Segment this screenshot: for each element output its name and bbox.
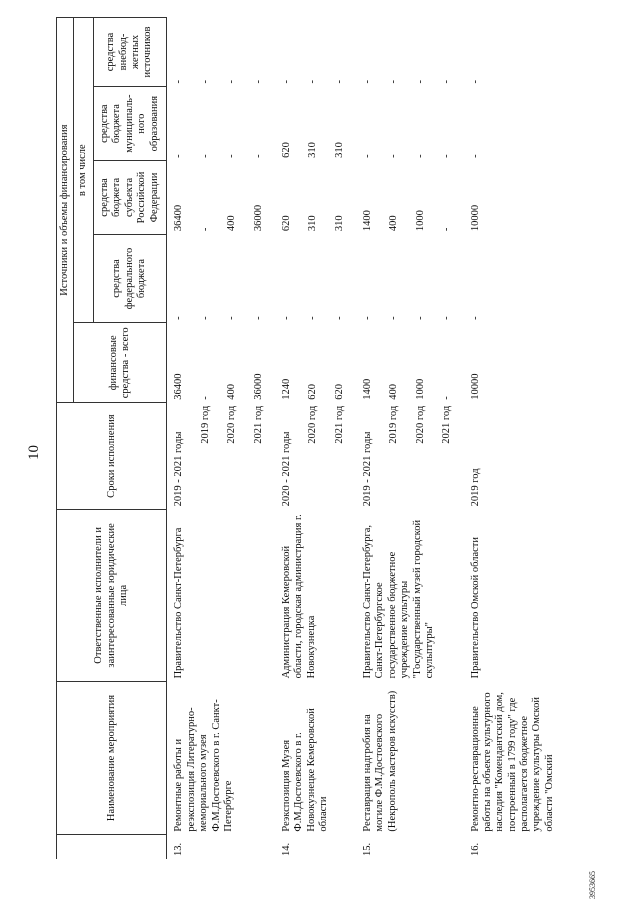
municipal-value: - bbox=[173, 154, 185, 158]
total-value: 36000 bbox=[252, 373, 264, 400]
total-value: 620 bbox=[307, 384, 319, 400]
federal-value: - bbox=[362, 316, 373, 320]
federal-value: - bbox=[414, 316, 426, 320]
municipal-value: 310 bbox=[307, 142, 319, 158]
row-number bbox=[403, 835, 429, 859]
term: 2019 год bbox=[388, 405, 400, 444]
subject-value: 400 bbox=[226, 215, 238, 232]
row-number: 13. bbox=[173, 842, 185, 856]
offbudget-value: - bbox=[333, 79, 345, 84]
term: 2019 год bbox=[469, 468, 481, 507]
subject-value: 620 bbox=[280, 215, 292, 232]
offbudget-value: - bbox=[414, 79, 426, 84]
total-value: 10000 bbox=[469, 373, 481, 400]
term: 2019 год bbox=[199, 405, 211, 444]
subject-value: 36400 bbox=[173, 204, 185, 232]
municipal-value: 620 bbox=[280, 142, 292, 158]
offbudget-value: - bbox=[441, 79, 453, 84]
municipal-value: - bbox=[226, 154, 238, 158]
subject-value: 310 bbox=[307, 215, 319, 232]
offbudget-value: - bbox=[469, 79, 481, 84]
executor: Администрация Кемеровской области, городская администрация г. Новокузнецка bbox=[280, 514, 317, 679]
subject-value: 310 bbox=[333, 215, 345, 232]
subject-header: средства бюджета субъекта Российской Федерации bbox=[93, 161, 167, 234]
table-row bbox=[456, 18, 559, 860]
executor: Правительство Санкт-Петербурга bbox=[173, 527, 185, 679]
federal-value: - bbox=[441, 316, 453, 320]
name-header: Наименование мероприятия bbox=[57, 681, 167, 834]
offbudget-value: - bbox=[307, 79, 319, 84]
term: 2019 - 2021 годы bbox=[362, 431, 373, 507]
municipal-header: средства бюджета муниципаль-ного образования bbox=[93, 86, 167, 160]
page-number: 10 bbox=[26, 445, 42, 460]
executor: Правительство Санкт-Петербурга, Санкт-Петербургское государственное бюджетное учреждение культуры "Государственный музей городской скульптуры" bbox=[362, 519, 435, 679]
term: 2021 год bbox=[252, 405, 264, 444]
subject-value: 400 bbox=[388, 215, 400, 232]
subject-value: 1000 bbox=[414, 210, 426, 232]
municipal-value: - bbox=[252, 154, 264, 158]
event-name: Ремонтно-реставрационные работы на объекте культурного наследия "Комендантский дом, построенный в 1799 году" где располагается бюджетное учреждение культуры Омской области "Омский bbox=[469, 692, 555, 832]
table-row bbox=[348, 18, 376, 860]
total-value: - bbox=[441, 396, 453, 400]
row-number bbox=[376, 835, 402, 859]
municipal-value: - bbox=[469, 154, 481, 158]
offbudget-value: - bbox=[362, 79, 373, 84]
event-name: Ремонтные работы и реэкспозиция Литературно-мемориального музея Ф.М.Достоевского в г. Санкт-Петербурге bbox=[173, 699, 234, 832]
federal-value: - bbox=[388, 316, 400, 320]
federal-header: средства федерального бюджета bbox=[93, 234, 167, 323]
including-header: в том числе bbox=[74, 18, 93, 323]
document-id: 3953665 bbox=[588, 871, 597, 899]
subject-value: - bbox=[441, 227, 453, 232]
federal-value: - bbox=[280, 316, 292, 320]
term: 2021 год bbox=[441, 405, 453, 444]
row-number: 16. bbox=[469, 842, 481, 856]
municipal-value: - bbox=[199, 154, 211, 158]
sources-header: Источники и объемы финансирования bbox=[57, 18, 74, 403]
term: 2020 год bbox=[226, 405, 238, 444]
term: 2019 - 2021 годы bbox=[173, 431, 185, 507]
offbudget-value: - bbox=[280, 79, 292, 84]
total-value: 400 bbox=[388, 384, 400, 400]
subject-value: 10000 bbox=[469, 204, 481, 232]
row-number bbox=[429, 835, 455, 859]
offbudget-value: - bbox=[173, 79, 185, 84]
subject-value: 1400 bbox=[362, 210, 373, 232]
table-row bbox=[267, 18, 295, 860]
subject-value: - bbox=[199, 227, 211, 232]
row-number bbox=[322, 835, 348, 859]
total-value: 36400 bbox=[173, 373, 185, 400]
offbudget-header: средства внебюд-жетных источников bbox=[93, 18, 167, 87]
federal-value: - bbox=[199, 316, 211, 320]
term: 2020 год bbox=[414, 405, 426, 444]
total-value: 400 bbox=[226, 384, 238, 400]
row-number: 14. bbox=[280, 842, 292, 856]
federal-value: - bbox=[226, 316, 238, 320]
num-header bbox=[57, 835, 167, 859]
total-header: финансовые средства - всего bbox=[74, 323, 167, 403]
federal-value: - bbox=[307, 316, 319, 320]
row-number bbox=[188, 835, 214, 859]
subject-value: 36000 bbox=[252, 204, 264, 232]
total-value: 1000 bbox=[414, 378, 426, 400]
municipal-value: - bbox=[414, 154, 426, 158]
offbudget-value: - bbox=[199, 79, 211, 84]
terms-header: Сроки исполнения bbox=[57, 403, 167, 510]
municipal-value: - bbox=[441, 154, 453, 158]
total-value: 620 bbox=[333, 384, 345, 400]
total-value: 1400 bbox=[362, 378, 373, 400]
municipal-value: - bbox=[388, 154, 400, 158]
federal-value: - bbox=[173, 316, 185, 320]
federal-value: - bbox=[333, 316, 345, 320]
table-row bbox=[167, 18, 188, 860]
federal-value: - bbox=[469, 316, 481, 320]
executors-header: Ответственные исполнители и заинтересованные юридические лица bbox=[57, 509, 167, 681]
event-name: Реставрация надгробия на могиле Ф.М.Достоевского (Некрополь мастеров искусств) bbox=[362, 690, 398, 832]
total-value: - bbox=[199, 396, 211, 400]
total-value: 1240 bbox=[280, 378, 292, 400]
municipal-value: 310 bbox=[333, 142, 345, 158]
row-number bbox=[241, 835, 267, 859]
offbudget-value: - bbox=[252, 79, 264, 84]
event-name: Реэкспозиция Музея Ф.М.Достоевского в г. Новокузнецке Кемеровской области bbox=[280, 708, 329, 832]
financing-table bbox=[56, 17, 558, 859]
offbudget-value: - bbox=[388, 79, 400, 84]
term: 2020 - 2021 годы bbox=[280, 431, 292, 507]
row-number: 15. bbox=[362, 842, 373, 856]
row-number bbox=[295, 835, 321, 859]
executor: Правительство Омской области bbox=[469, 536, 481, 679]
offbudget-value: - bbox=[226, 79, 238, 84]
term: 2020 год bbox=[307, 405, 319, 444]
federal-value: - bbox=[252, 316, 264, 320]
term: 2021 год bbox=[333, 405, 345, 444]
municipal-value: - bbox=[362, 154, 373, 158]
row-number bbox=[214, 835, 240, 859]
